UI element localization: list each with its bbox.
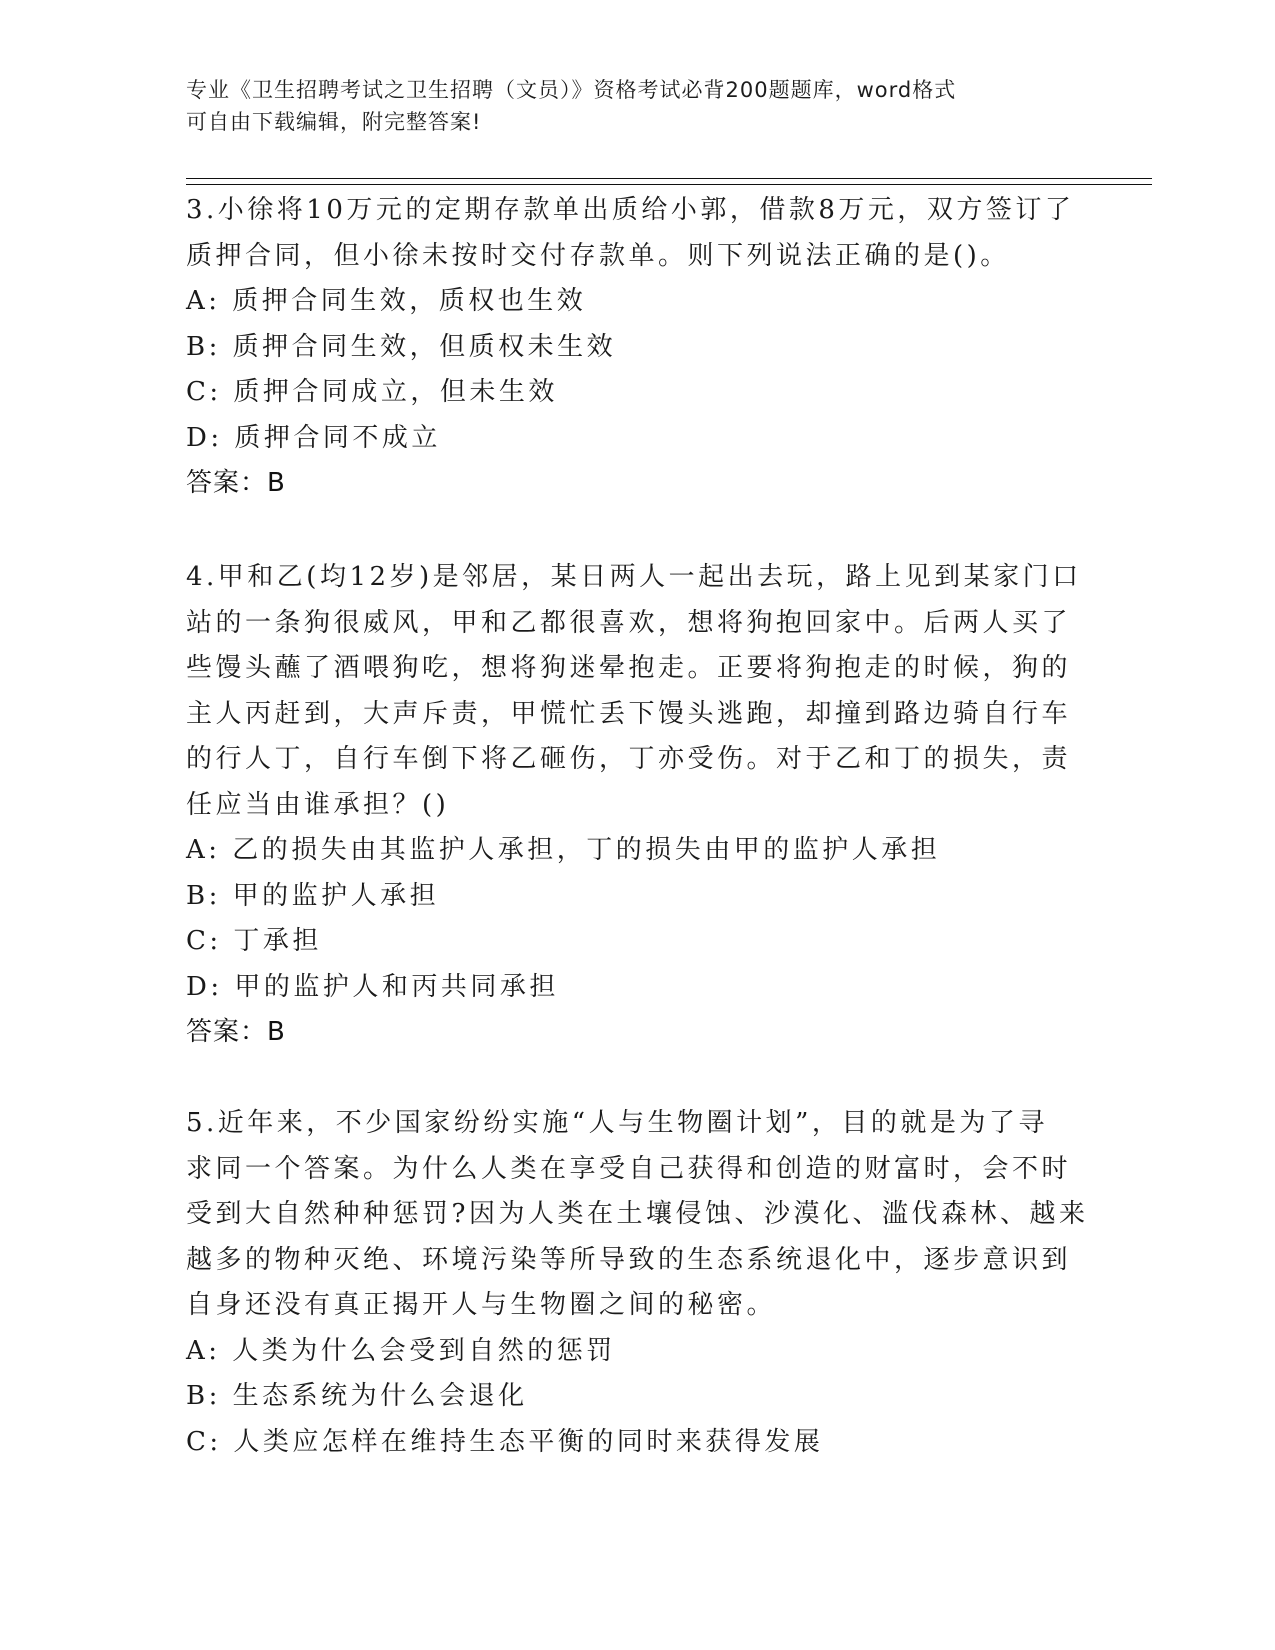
- document-header: [186, 74, 1086, 138]
- question-text-line: 自身还没有真正揭开人与生物圈之间的秘密。: [186, 1290, 777, 1320]
- question-text-line: 求同一个答案。为什么人类在享受自己获得和创造的财富时，会不时: [186, 1153, 1072, 1184]
- answer: 答案：B: [186, 1017, 286, 1047]
- option-c: C: 丁承担: [186, 926, 322, 956]
- question-text-line: 站的一条狗很威风，甲和乙都很喜欢，想将狗抱回家中。后两人买了: [186, 607, 1072, 638]
- option-b: B: 生态系统为什么会退化: [186, 1381, 528, 1411]
- header-line-1: 专业《卫生招聘考试之卫生招聘（文员）》资格考试必背200题题库，word格式: [186, 78, 957, 102]
- option-a: A: 人类为什么会受到自然的惩罚: [186, 1335, 616, 1366]
- option-d: D: 甲的监护人和丙共同承担: [186, 971, 559, 1002]
- question-text-line: 主人丙赶到，大声斥责，甲慌忙丢下馒头逃跑，却撞到路边骑自行车: [186, 698, 1072, 729]
- option-b: B: 质押合同生效，但质权未生效: [186, 331, 617, 362]
- question-text-line: 些馒头蘸了酒喂狗吃，想将狗迷晕抱走。正要将狗抱走的时候，狗的: [186, 653, 1072, 683]
- option-c: C: 质押合同成立，但未生效: [186, 377, 558, 407]
- question-4: [186, 555, 1086, 1056]
- option-d: D: 质押合同不成立: [186, 422, 441, 453]
- option-a: A: 乙的损失由其监护人承担，丁的损失由甲的监护人承担: [186, 835, 941, 865]
- question-text-line: 3.小徐将10万元的定期存款单出质给小郭，借款8万元，双方签订了: [186, 195, 1075, 225]
- question-text-line: 5.近年来，不少国家纷纷实施“人与生物圈计划”，目的就是为了寻: [186, 1108, 1048, 1138]
- question-text-line: 4.甲和乙(均12岁)是邻居，某日两人一起出去玩，路上见到某家门口: [186, 562, 1082, 592]
- question-text-line: 受到大自然种种惩罚?因为人类在土壤侵蚀、沙漠化、滥伐森林、越来: [186, 1199, 1089, 1229]
- header-divider-bottom: [186, 184, 1152, 185]
- question-text-line: 的行人丁，自行车倒下将乙砸伤，丁亦受伤。对于乙和丁的损失，责: [186, 744, 1072, 774]
- question-5: [186, 1101, 1089, 1465]
- question-text-line: 越多的物种灭绝、环境污染等所导致的生态系统退化中，逐步意识到: [186, 1244, 1072, 1275]
- option-a: A: 质押合同生效，质权也生效: [186, 286, 587, 316]
- question-3: [186, 188, 1086, 507]
- question-text-line: 质押合同，但小徐未按时交付存款单。则下列说法正确的是()。: [186, 240, 1010, 271]
- question-text-line: 任应当由谁承担？(): [186, 789, 450, 820]
- option-c: C: 人类应怎样在维持生态平衡的同时来获得发展: [186, 1426, 824, 1457]
- option-b: B: 甲的监护人承担: [186, 880, 440, 911]
- header-divider-top: [186, 178, 1152, 179]
- answer: 答案：B: [186, 468, 286, 498]
- header-line-2: 可自由下载编辑，附完整答案!: [186, 110, 482, 134]
